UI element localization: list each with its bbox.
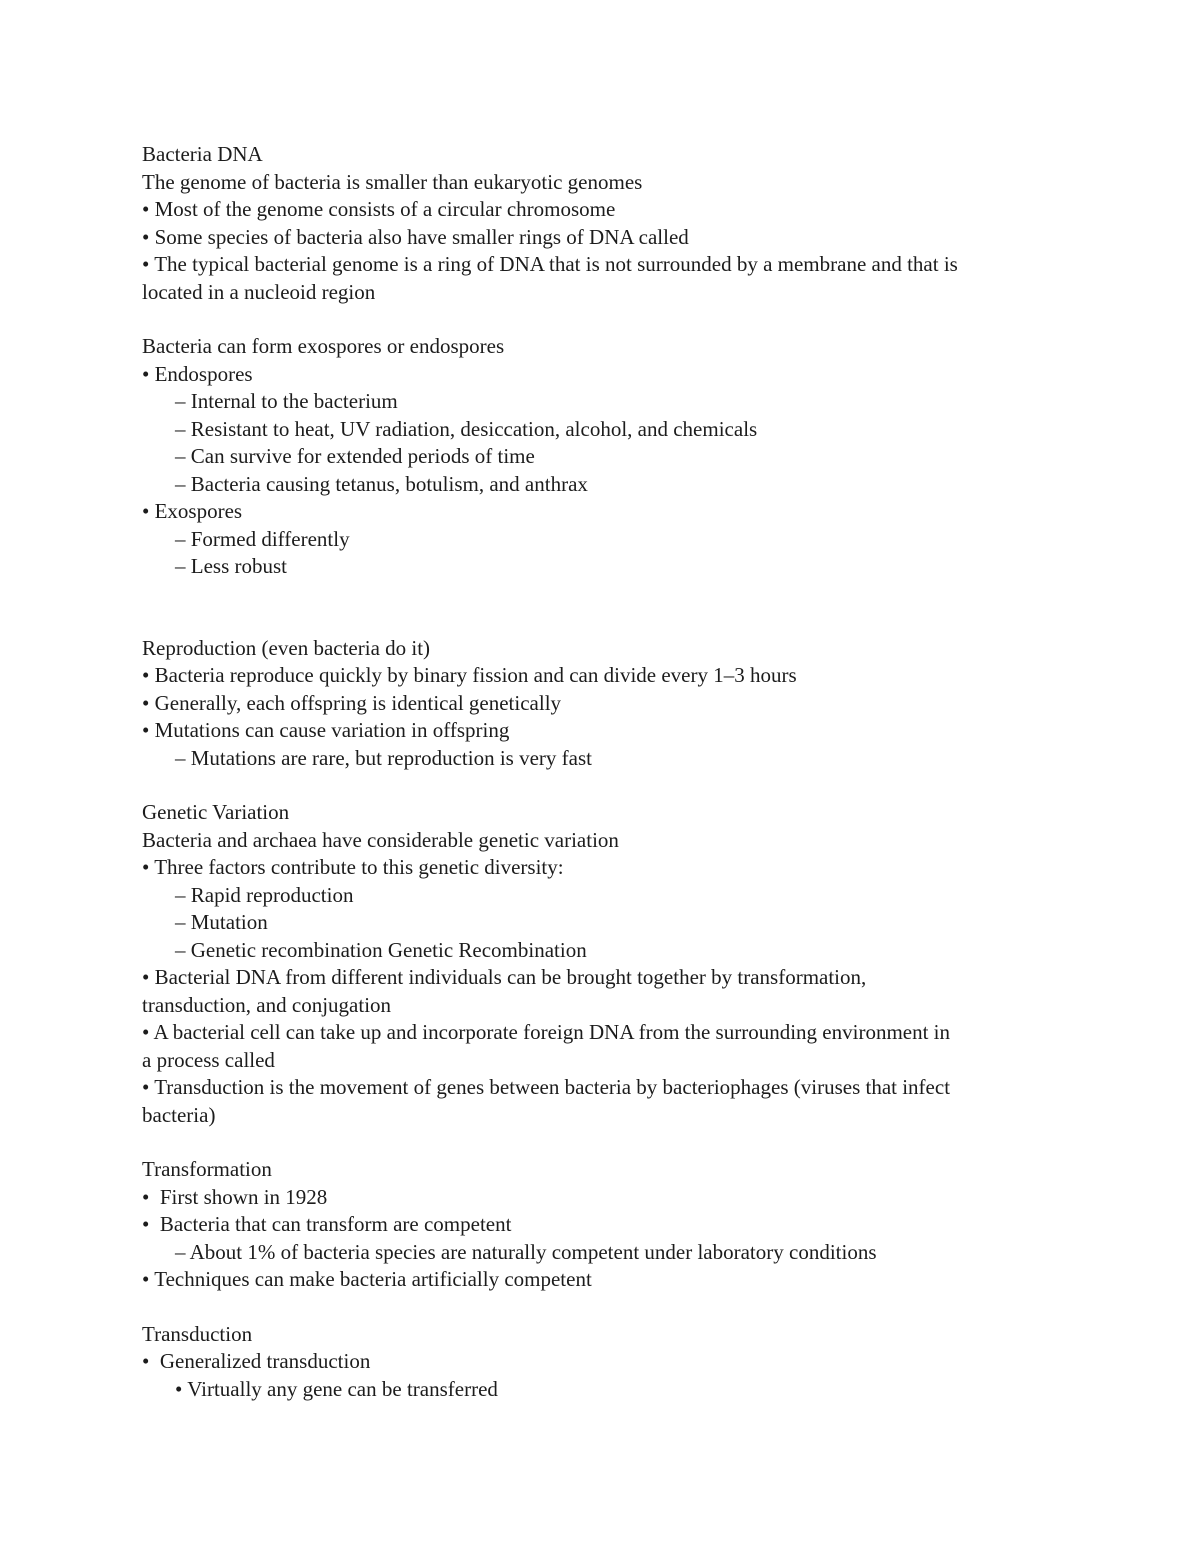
text-line: bacteria) — [142, 1102, 216, 1127]
paragraph-gap — [142, 1294, 1082, 1321]
bullet-item: • Techniques can make bacteria artificially competent — [142, 1267, 592, 1291]
bullet-item: • Generally, each offspring is identical genetically — [142, 690, 562, 715]
sub-bullet-item: – Bacteria causing tetanus, botulism, and anthrax — [175, 471, 588, 496]
section-heading: Genetic Variation — [142, 800, 290, 824]
section-heading: Transduction — [142, 1321, 253, 1346]
sub-bullet-item: • Virtually any gene can be transferred — [175, 1376, 498, 1401]
section-transduction — [142, 1321, 1082, 1404]
bullet-item: • Transduction is the movement of genes between bacteria by bacteriophages (viruses that infect — [142, 1075, 951, 1099]
document-body — [142, 141, 1082, 1403]
sub-bullet-item: – Resistant to heat, UV radiation, desiccation, alcohol, and chemicals — [175, 416, 758, 441]
section-transformation — [142, 1156, 1082, 1294]
paragraph-gap — [142, 306, 1082, 333]
bullet-item: • The typical bacterial genome is a ring of DNA that is not surrounded by a membrane and that is — [142, 252, 958, 276]
bullet-item: • Bacterial DNA from different individuals can be brought together by transformation, — [142, 965, 867, 989]
text-line: The genome of bacteria is smaller than eukaryotic genomes — [142, 169, 643, 194]
sub-bullet-item: – Formed differently — [175, 526, 350, 551]
section-bacteria-dna — [142, 141, 1082, 306]
text-line: transduction, and conjugation — [142, 992, 392, 1017]
sub-bullet-item: – Mutation — [175, 910, 268, 934]
section-genetic-variation — [142, 799, 1082, 1129]
section-heading: Bacteria DNA — [142, 142, 263, 166]
paragraph-gap — [142, 1129, 1082, 1156]
sub-bullet-item: – Internal to the bacterium — [175, 389, 398, 413]
bullet-item: • Mutations can cause variation in offspring — [142, 718, 510, 742]
section-spores — [142, 333, 1082, 581]
section-heading: Transformation — [142, 1157, 272, 1181]
text-line: located in a nucleoid region — [142, 279, 376, 304]
bullet-item: • Generalized transduction — [142, 1349, 371, 1373]
section-heading: Bacteria can form exospores or endospores — [142, 334, 505, 358]
sub-bullet-item: – Mutations are rare, but reproduction is very fast — [175, 745, 592, 770]
bullet-item: • A bacterial cell can take up and incorporate foreign DNA from the surrounding environment in — [142, 1020, 951, 1044]
bullet-item: • Bacteria that can transform are competent — [142, 1212, 512, 1236]
bullet-item: • Three factors contribute to this genetic diversity: — [142, 855, 564, 879]
text-line: a process called — [142, 1047, 275, 1072]
sub-bullet-item: – Less robust — [175, 554, 287, 578]
sub-bullet-item: – Genetic recombination Genetic Recombination — [175, 937, 587, 962]
section-reproduction — [142, 635, 1082, 773]
sub-bullet-item: – Can survive for extended periods of time — [175, 444, 535, 468]
bullet-item: • Some species of bacteria also have smaller rings of DNA called — [142, 224, 689, 249]
bullet-item: • Bacteria reproduce quickly by binary fission and can divide every 1–3 hours — [142, 663, 797, 687]
bullet-item: • Exospores — [142, 499, 243, 523]
sub-bullet-item: – Rapid reproduction — [175, 882, 354, 907]
bullet-item: • Endospores — [142, 361, 253, 386]
text-line: Bacteria and archaea have considerable genetic variation — [142, 827, 619, 852]
bullet-item: • Most of the genome consists of a circular chromosome — [142, 197, 616, 221]
paragraph-gap — [142, 772, 1082, 799]
paragraph-gap — [142, 581, 1082, 635]
section-heading: Reproduction (even bacteria do it) — [142, 635, 431, 660]
bullet-item: • First shown in 1928 — [142, 1184, 328, 1209]
sub-bullet-item: – About 1% of bacteria species are naturally competent under laboratory conditions — [175, 1239, 877, 1264]
